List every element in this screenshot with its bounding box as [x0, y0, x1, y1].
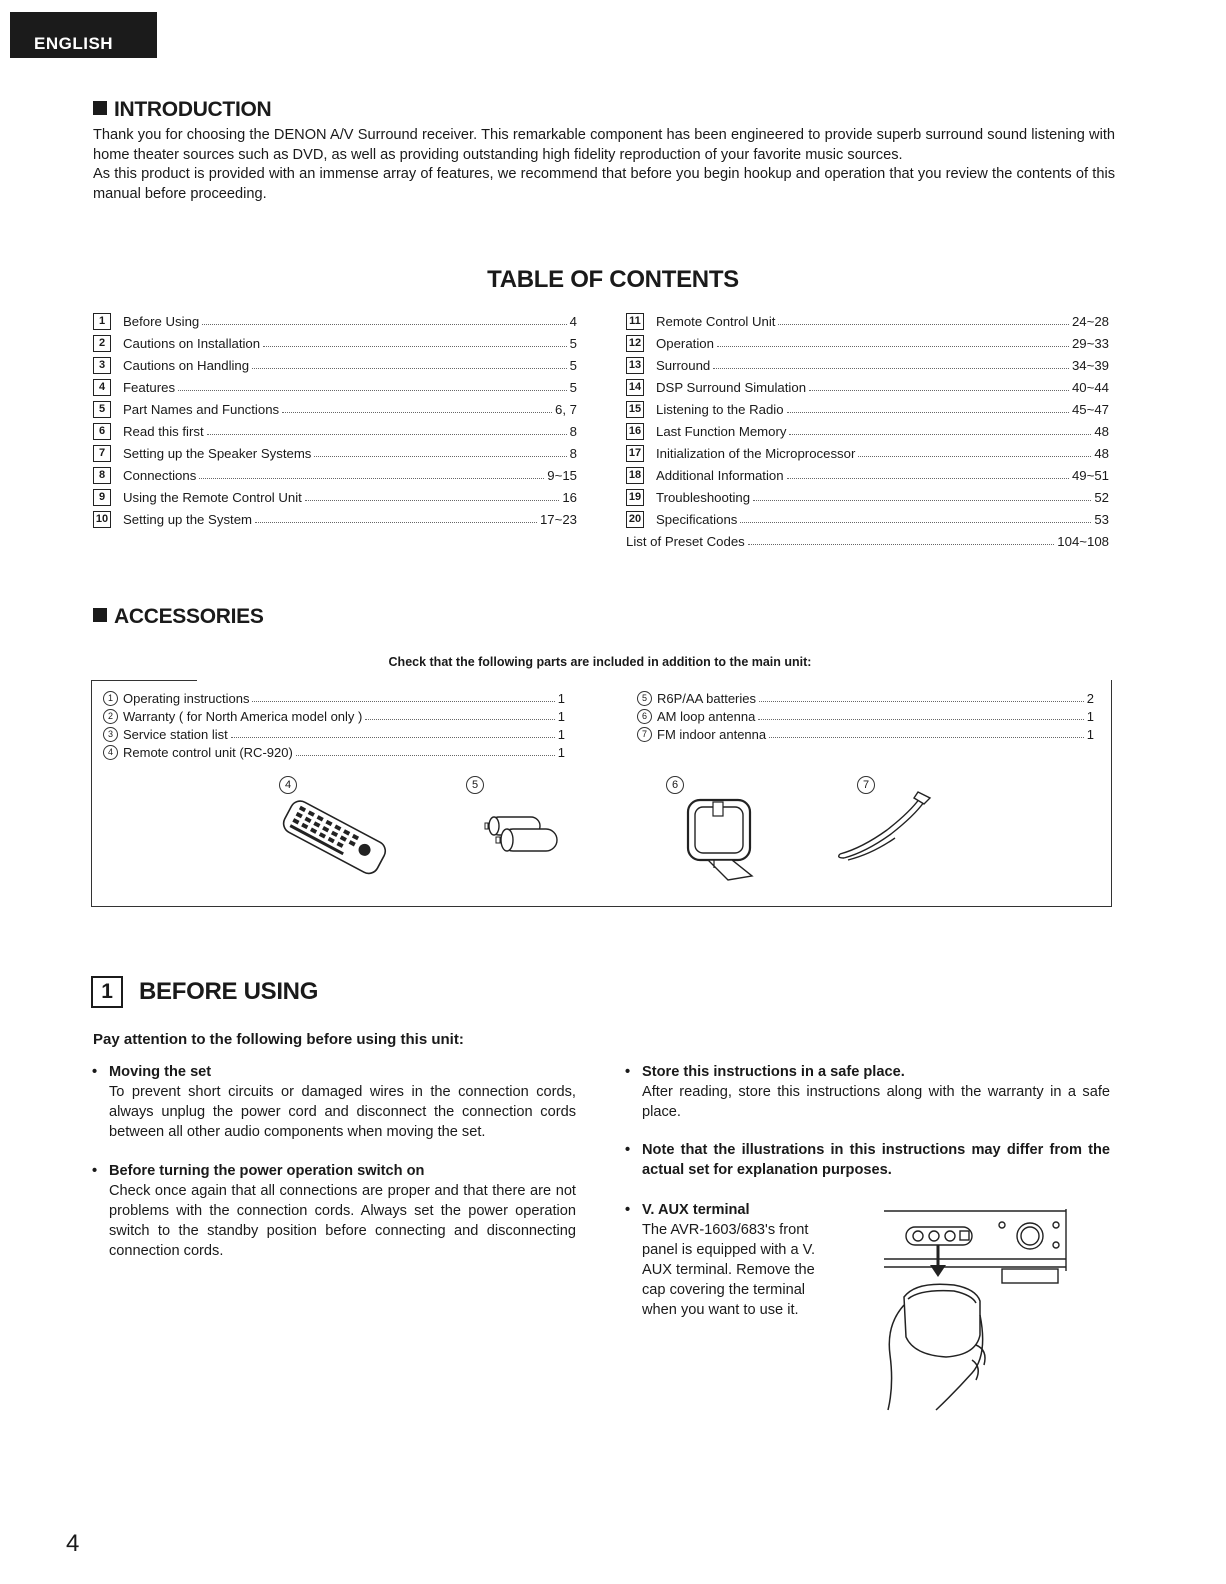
bullet-illustrations-note — [642, 1140, 1110, 1180]
bullet-store-instructions — [642, 1062, 1110, 1122]
introduction-paragraph-2: As this product is provided with an immense array of features, we recommend that before you begin hookup and operation that you review the contents of this manual before proceeding. — [93, 166, 1115, 202]
leader-dots — [314, 446, 566, 457]
leader-dots — [263, 336, 567, 347]
accessory-number: 4 — [103, 745, 118, 760]
toc-entry-page: 9~15 — [547, 467, 577, 483]
toc-entry — [626, 354, 1109, 376]
toc-entry — [626, 508, 1109, 530]
bullet-text: The AVR-1603/683's front panel is equipped with a V. AUX terminal. Remove the cap covering the terminal when you want to use it. — [642, 1222, 816, 1318]
language-tab: ENGLISH — [10, 12, 157, 58]
leader-dots — [787, 402, 1069, 413]
toc-entry-title: Setting up the System — [123, 511, 253, 527]
v-aux-front-panel-illustration — [876, 1205, 1072, 1415]
toc-entry-page: 49~51 — [1071, 467, 1109, 483]
square-bullet-icon — [93, 101, 107, 115]
fm-indoor-antenna-illustration — [832, 788, 937, 868]
accessory-quantity: 1 — [1086, 726, 1094, 742]
toc-entry-number: 9 — [93, 489, 111, 506]
accessory-item — [103, 743, 565, 761]
page-number: 4 — [66, 1530, 80, 1557]
toc-entry-title: Before Using — [123, 313, 200, 329]
leader-dots — [858, 446, 1091, 457]
accessory-name: R6P/AA batteries — [657, 690, 756, 706]
toc-entry — [626, 420, 1109, 442]
toc-entry — [626, 486, 1109, 508]
toc-entry-page: 16 — [562, 489, 577, 505]
toc-entry-number: 13 — [626, 357, 644, 374]
before-using-subtitle: Pay attention to the following before using this unit: — [93, 1031, 464, 1048]
toc-entry-title: Listening to the Radio — [656, 401, 784, 417]
leader-dots — [202, 314, 566, 325]
leader-dots — [753, 490, 1091, 501]
toc-entry-page: 104~108 — [1057, 533, 1109, 549]
accessory-item — [103, 707, 565, 725]
accessories-title: ACCESSORIES — [114, 605, 264, 628]
toc-entry-title: Last Function Memory — [656, 423, 787, 439]
toc-entry-title: Part Names and Functions — [123, 401, 280, 417]
remote-control-illustration — [272, 798, 397, 876]
accessory-quantity: 1 — [557, 726, 565, 742]
toc-entry-title: Cautions on Installation — [123, 335, 261, 351]
toc-entry-number: 14 — [626, 379, 644, 396]
toc-entry-number: 16 — [626, 423, 644, 440]
leader-dots — [231, 727, 555, 738]
toc-entry-title: Additional Information — [656, 467, 784, 483]
accessory-name: AM loop antenna — [657, 708, 756, 724]
accessory-name: Operating instructions — [123, 690, 250, 706]
toc-entry-title: Setting up the Speaker Systems — [123, 445, 312, 461]
toc-entry-title: Specifications — [656, 511, 738, 527]
accessory-item — [103, 689, 565, 707]
before-using-heading — [91, 976, 318, 1008]
toc-entry-page: 45~47 — [1071, 401, 1109, 417]
leader-dots — [365, 709, 554, 720]
toc-entry-title: Operation — [656, 335, 714, 351]
bullet-text: After reading, store this instructions along with the warranty in a safe place. — [642, 1084, 1110, 1120]
toc-entry-title: DSP Surround Simulation — [656, 379, 807, 395]
toc-left-column — [93, 310, 577, 530]
toc-entry — [93, 442, 577, 464]
toc-entry — [626, 310, 1109, 332]
toc-entry-page: 40~44 — [1071, 379, 1109, 395]
toc-title: TABLE OF CONTENTS — [487, 266, 739, 293]
leader-dots — [717, 336, 1069, 347]
toc-entry-number: 15 — [626, 401, 644, 418]
toc-entry-number: 20 — [626, 511, 644, 528]
batteries-illustration — [482, 813, 562, 855]
toc-entry — [93, 464, 577, 486]
leader-dots — [282, 402, 552, 413]
accessories-right-list — [637, 689, 1094, 743]
toc-entry — [93, 310, 577, 332]
bullet-heading: • Note that the illustrations in this instructions may differ from the actual set for explanation purposes. — [642, 1140, 1110, 1180]
toc-entry-number: 6 — [93, 423, 111, 440]
toc-entry-title: Cautions on Handling — [123, 357, 250, 373]
accessory-number: 3 — [103, 727, 118, 742]
bullet-heading: • Before turning the power operation switch on — [109, 1161, 576, 1181]
toc-entry-number: 17 — [626, 445, 644, 462]
leader-dots — [748, 534, 1055, 545]
toc-entry — [93, 398, 577, 420]
introduction-paragraph-1: Thank you for choosing the DENON A/V Surround receiver. This remarkable component has been engineered to provide superb surround sound listening with home theater sources such as DVD, as well as providing outstanding high fidelity reproduction of your favorite music sources. — [93, 127, 1115, 163]
leader-dots — [789, 424, 1091, 435]
toc-entry-number: 4 — [93, 379, 111, 396]
accessories-check-line: Check that the following parts are included in addition to the main unit: — [388, 655, 812, 669]
toc-entry — [93, 508, 577, 530]
box-top-rule — [92, 680, 197, 681]
leader-dots — [758, 709, 1083, 720]
toc-entry — [626, 464, 1109, 486]
toc-entry-number: 10 — [93, 511, 111, 528]
toc-entry-page: 8 — [569, 445, 577, 461]
bullet-heading: • V. AUX terminal — [642, 1200, 838, 1220]
bullet-v-aux-terminal — [642, 1200, 838, 1320]
leader-dots — [207, 424, 567, 435]
bullet-text: To prevent short circuits or damaged wires in the connection cords, always unplug the power cord and disconnect the connection cords between all other audio components when moving the set. — [109, 1084, 576, 1140]
accessory-number: 5 — [637, 691, 652, 706]
toc-entry-number: 12 — [626, 335, 644, 352]
toc-entry-page: 6, 7 — [555, 401, 577, 417]
leader-dots — [199, 468, 544, 479]
toc-entry-page: 48 — [1094, 445, 1109, 461]
toc-entry-page: 52 — [1094, 489, 1109, 505]
toc-entry-page: 17~23 — [539, 511, 577, 527]
toc-entry-page: 24~28 — [1071, 313, 1109, 329]
accessory-number: 1 — [103, 691, 118, 706]
toc-entry-page: 29~33 — [1071, 335, 1109, 351]
section-number-box: 1 — [91, 976, 123, 1008]
accessory-name: FM indoor antenna — [657, 726, 767, 742]
toc-entry-page: 5 — [569, 335, 577, 351]
accessory-item — [103, 725, 565, 743]
toc-entry — [626, 376, 1109, 398]
bullet-text: Check once again that all connections are proper and that there are not problems with the connection cords. Always set the power operation switch to the standby position before connecting and disconnecting connection cords. — [109, 1183, 576, 1259]
toc-entry — [93, 420, 577, 442]
leader-dots — [713, 358, 1069, 369]
toc-entry-title: Connections — [123, 467, 197, 483]
figure-label-4: 4 — [279, 776, 297, 794]
toc-entry — [626, 332, 1109, 354]
introduction-heading — [93, 98, 271, 122]
toc-entry-number: 11 — [626, 313, 644, 330]
toc-entry-number: 18 — [626, 467, 644, 484]
toc-entry-number: 8 — [93, 467, 111, 484]
toc-entry-title: Initialization of the Microprocessor — [656, 445, 856, 461]
leader-dots — [759, 691, 1084, 702]
accessory-quantity: 1 — [1086, 708, 1094, 724]
toc-entry-title: Using the Remote Control Unit — [123, 489, 302, 505]
toc-entry-page: 34~39 — [1071, 357, 1109, 373]
leader-dots — [178, 380, 567, 391]
am-loop-antenna-illustration — [682, 798, 762, 883]
leader-dots — [296, 745, 555, 756]
figure-label-6: 6 — [666, 776, 684, 794]
toc-entry-page: 53 — [1094, 511, 1109, 527]
accessory-number: 7 — [637, 727, 652, 742]
accessories-heading — [93, 605, 264, 629]
accessory-number: 6 — [637, 709, 652, 724]
toc-entry — [626, 398, 1109, 420]
toc-entry — [626, 530, 1109, 552]
accessory-item — [637, 707, 1094, 725]
toc-entry-title: Remote Control Unit — [656, 313, 776, 329]
leader-dots — [778, 314, 1068, 325]
figure-label-5: 5 — [466, 776, 484, 794]
accessory-quantity: 1 — [557, 744, 565, 760]
toc-entry-page: 48 — [1094, 423, 1109, 439]
accessory-name: Remote control unit (RC-920) — [123, 744, 293, 760]
accessory-item — [637, 725, 1094, 743]
toc-entry-number: 3 — [93, 357, 111, 374]
toc-entry — [93, 354, 577, 376]
accessory-number: 2 — [103, 709, 118, 724]
toc-right-column — [626, 310, 1109, 552]
accessories-box — [91, 680, 1112, 907]
before-using-title: BEFORE USING — [139, 978, 319, 1005]
bullet-heading: • Store this instructions in a safe place. — [642, 1062, 1110, 1082]
accessory-name: Service station list — [123, 726, 228, 742]
accessories-left-list — [103, 689, 565, 761]
leader-dots — [255, 512, 537, 523]
bullet-power-switch — [109, 1161, 576, 1261]
leader-dots — [809, 380, 1069, 391]
toc-entry-title: Features — [123, 379, 176, 395]
leader-dots — [305, 490, 559, 501]
accessory-name: Warranty ( for North America model only ) — [123, 708, 363, 724]
toc-entry-title: List of Preset Codes — [626, 533, 745, 549]
accessory-quantity: 1 — [557, 708, 565, 724]
bullet-heading: • Moving the set — [109, 1062, 576, 1082]
figure-label-7: 7 — [857, 776, 875, 794]
square-bullet-icon — [93, 608, 107, 622]
leader-dots — [769, 727, 1084, 738]
leader-dots — [252, 358, 567, 369]
bullet-moving-the-set — [109, 1062, 576, 1142]
toc-entry-number: 19 — [626, 489, 644, 506]
toc-entry-number: 1 — [93, 313, 111, 330]
toc-entry — [93, 376, 577, 398]
toc-entry-page: 5 — [569, 379, 577, 395]
toc-entry — [93, 486, 577, 508]
toc-entry-title: Read this first — [123, 423, 204, 439]
toc-entry — [93, 332, 577, 354]
toc-entry-title: Troubleshooting — [656, 489, 751, 505]
toc-entry-page: 4 — [569, 313, 577, 329]
toc-entry-number: 2 — [93, 335, 111, 352]
leader-dots — [252, 691, 554, 702]
toc-entry-page: 8 — [569, 423, 577, 439]
leader-dots — [787, 468, 1069, 479]
accessory-quantity: 1 — [557, 690, 565, 706]
toc-entry-number: 7 — [93, 445, 111, 462]
toc-entry-number: 5 — [93, 401, 111, 418]
accessory-item — [637, 689, 1094, 707]
toc-entry-page: 5 — [569, 357, 577, 373]
accessory-quantity: 2 — [1086, 690, 1094, 706]
leader-dots — [740, 512, 1091, 523]
toc-entry-title: Surround — [656, 357, 711, 373]
introduction-body — [93, 126, 1115, 204]
introduction-title: INTRODUCTION — [114, 98, 272, 121]
toc-entry — [626, 442, 1109, 464]
